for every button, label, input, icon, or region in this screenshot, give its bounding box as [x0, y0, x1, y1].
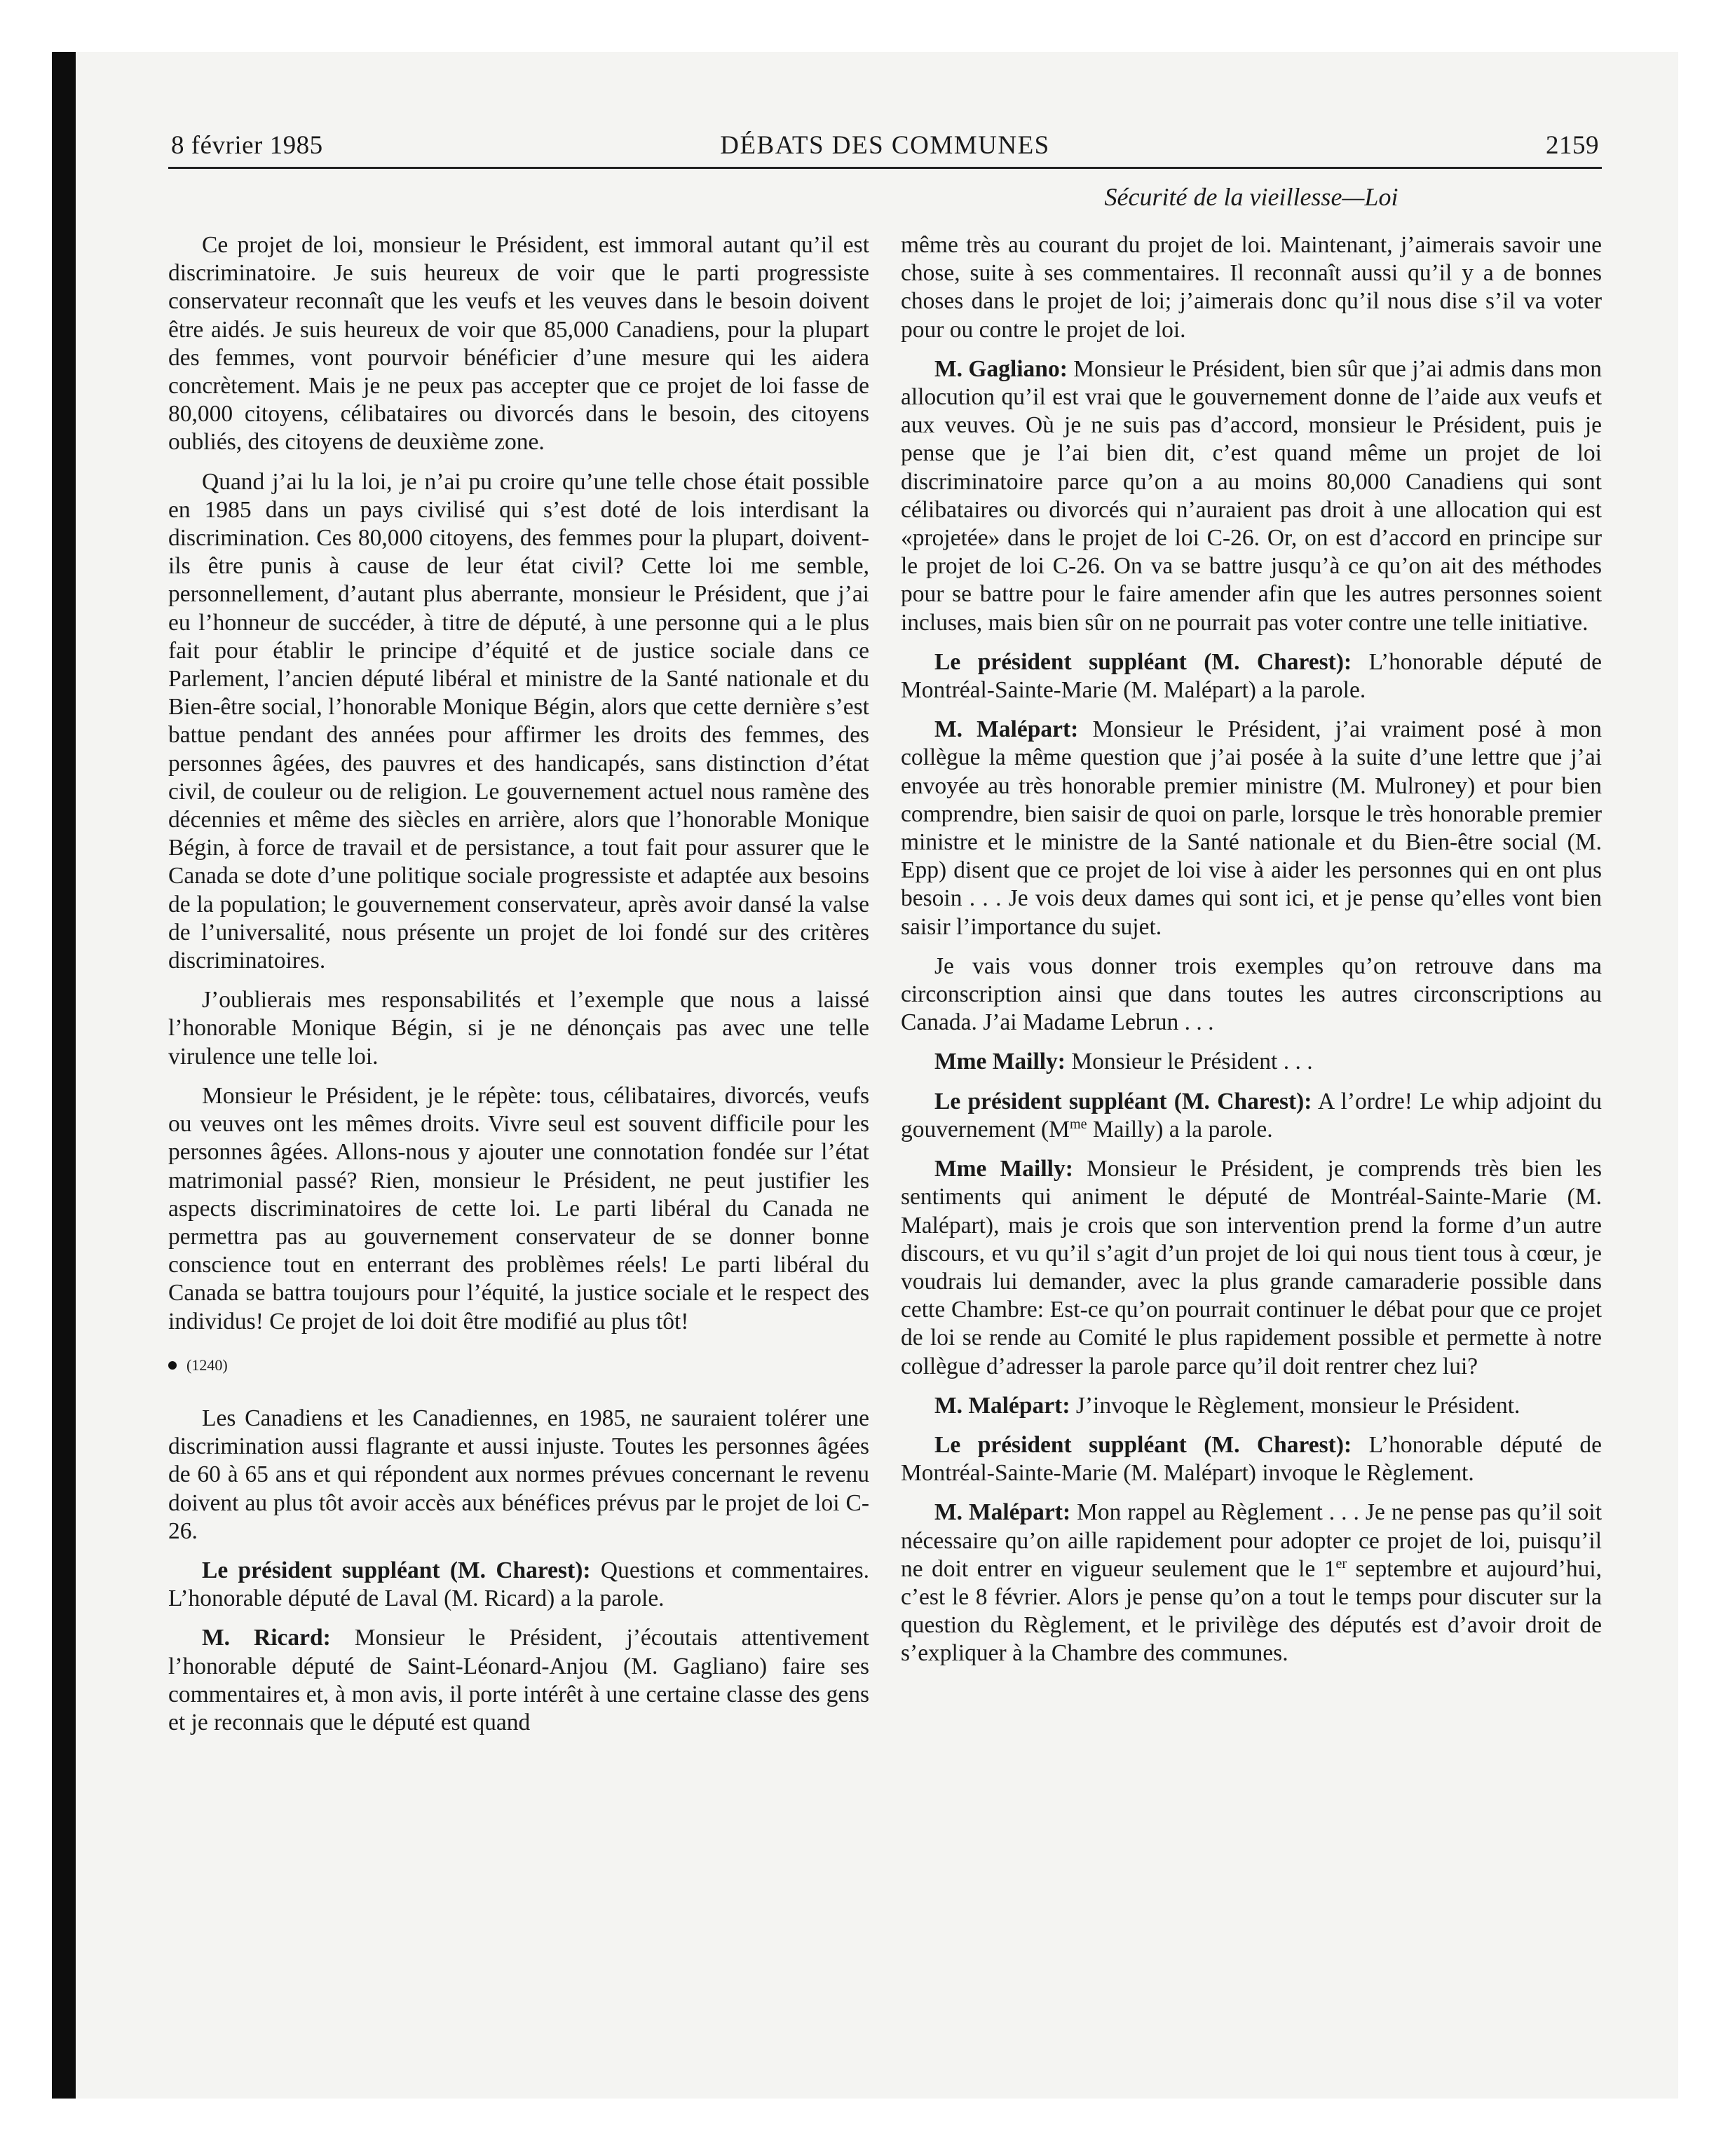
speaker-name: Le président suppléant (M. Charest):	[202, 1557, 591, 1583]
hansard-page	[168, 126, 1603, 1735]
speech-text: J’invoque le Règlement, monsieur le Président.	[1075, 1392, 1520, 1419]
paragraph: Ce projet de loi, monsieur le Président, est immoral autant qu’il est discriminatoire. Je suis heureux de voir que le parti progressiste conservateur reconnaît que les veufs et les veuves dans le besoin doivent être aidés. Je suis heureux de voir que 85,000 Canadiens, pour la plupart des femmes, vont pourvoir bénéficier d’une mesure qui les aidera concrètement. Mais je ne peux pas accepter que ce projet de loi fasse de 80,000 citoyens, célibataires ou divorcés dans le besoin, des citoyens oubliés, des citoyens de deuxième zone.	[168, 232, 869, 456]
speech-text: Monsieur le Président, bien sûr que j’ai admis dans mon allocution qu’il est vrai que le gouvernement donne de l’aide aux veufs et aux veuves. Où je ne suis pas d’accord, monsieur le Président, puis je pense que je l’ai bien dit, c’est quand même un projet de loi discriminatoire parce qu’on a au moins 80,000 Canadiens qui sont célibataires ou divorcés qui n’auraient pas droit à une allocation qui est «projetée» dans le projet de loi C-26. Or, on est d’accord en principe sur le projet de loi C-26. On va se battre jusqu’à ce qu’on ait des méthodes pour se battre pour le faire amender afin que les autres personnes soient incluses, mais bien sûr on ne pourrait pas voter contre une telle initiative.	[901, 355, 1602, 636]
right-column	[901, 231, 1602, 1679]
speech-paragraph	[901, 355, 1602, 637]
speech-paragraph	[901, 1431, 1602, 1487]
speaker-name: M. Malépart:	[934, 1499, 1071, 1526]
paragraph: Les Canadiens et les Canadiennes, en 1985, ne sauraient tolérer une discrimination aussi flagrante et aussi injuste. Toutes les personnes âgées de 60 à 65 ans et qui répondent aux normes prévues concernant le revenu doivent au plus tôt avoir accès aux bénéfices prévus par le projet de loi C-26.	[168, 1405, 869, 1544]
timestamp: (1240)	[186, 1356, 228, 1374]
speech-text: Monsieur le Président, je comprends très bien les sentiments qui animent le député de Montréal-Sainte-Marie (M. Malépart), mais je crois que son intervention prend la forme d’un autre discours, et vu qu’il s’agit d’un projet de loi qui nous tient tous à cœur, je voudrais lui demander, avec la plus grande camaraderie possible dans cette Chambre: Est-ce qu’on pourrait continuer le débat pour que ce projet de loi se rende au Comité le plus rapidement possible et permette à notre collègue d’adresser la parole parce qu’il doit rentrer chez lui?	[901, 1156, 1603, 1379]
timestamp-marker	[168, 1351, 869, 1379]
paragraph: Monsieur le Président, je le répète: tous, célibataires, divorcés, veufs ou veuves ont les mêmes droits. Vivre seul est souvent difficile pour les personnes âgées. Allons-nous y ajouter une connotation fondée sur l’état matrimonial passé? Rien, monsieur le Président, ne peut justifier les aspects discriminatoires de cette loi. Le parti libéral du Canada ne permettra pas au gouvernement conservateur de se donner bonne conscience tout en enterrant des problèmes réels! Le parti libéral du Canada se battra toujours pour l’équité, la justice sociale et le respect des individus! Ce projet de loi doit être modifié au plus tôt!	[168, 1082, 869, 1335]
scan-edge-bar	[52, 52, 76, 2099]
speech-paragraph	[901, 648, 1602, 704]
speech-paragraph	[901, 716, 1602, 941]
paragraph: Quand j’ai lu la loi, je n’ai pu croire qu’une telle chose était possible en 1985 dans un pays civilisé qui s’est doté de lois interdisant la discrimination. Ces 80,000 citoyens, des femmes pour la plupart, doivent-ils être punis à cause de leur état civil? Cette loi me semble, personnellement, d’autant plus aberrante, monsieur le Président, que j’ai eu l’honneur de succéder, à titre de député, à une personne qui a le plus fait pour établir le principe d’équité et de justice sociale dans ce Parlement, l’ancien député libéral et ministre de la Santé nationale et du Bien-être social, l’honorable Monique Bégin, alors que cette dernière s’est battue pendant des années pour affirmer les droits des femmes, des personnes âgées, des pauvres et des handicapés, sans distinction d’état civil, de couleur ou de religion. Le gouvernement actuel nous ramène des décennies et même des siècles en arrière, alors que l’honorable Monique Bégin, à force de travail et de persistance, a tout fait pour assurer que le Canada se dote d’une politique sociale progressiste et adaptée aux besoins de la population; le gouvernement conservateur, après avoir dansé la valse de l’universalité, nous présente un projet de loi fondé sur des critères discriminatoires.	[168, 468, 869, 974]
page-number: 2159	[1546, 131, 1599, 160]
speech-text: L’honorable député de Montréal-Sainte-Marie (M. Malépart) a la parole.	[901, 648, 1602, 704]
page-header	[168, 126, 1602, 169]
speech-paragraph	[168, 1624, 869, 1737]
speaker-name: M. Malépart:	[934, 716, 1079, 743]
paragraph: même très au courant du projet de loi. Maintenant, j’aimerais savoir une chose, suite à ses commentaires. Il reconnaît aussi qu’il y a de bonnes choses dans le projet de loi; j’aimerais donc qu’il nous dise s’il va voter pour ou contre le projet de loi.	[901, 232, 1602, 343]
speaker-name: Mme Mailly:	[934, 1049, 1066, 1075]
running-title: Sécurité de la vieillesse—Loi	[1104, 183, 1399, 211]
speech-text: Mailly) a la parole.	[1087, 1116, 1273, 1142]
header-date: 8 février 1985	[171, 131, 323, 160]
speech-paragraph	[901, 1048, 1602, 1076]
speaker-name: M. Ricard:	[202, 1625, 331, 1651]
superscript: er	[1335, 1555, 1347, 1571]
paragraph: J’oublierais mes responsabilités et l’exemple que nous a laissé l’honorable Monique Bégin, si je ne dénonçais pas avec une telle virulence une telle loi.	[168, 987, 869, 1070]
speaker-name: Le président suppléant (M. Charest):	[934, 648, 1352, 675]
superscript: me	[1069, 1116, 1087, 1132]
bullet-icon	[168, 1361, 177, 1370]
speaker-name: Le président suppléant (M. Charest):	[934, 1088, 1312, 1114]
speech-text: L’honorable député de Montréal-Sainte-Marie (M. Malépart) invoque le Règlement.	[901, 1431, 1602, 1487]
paragraph: Je vais vous donner trois exemples qu’on retrouve dans ma circonscription ainsi que dans toutes les autres circonscriptions au Canada. J’ai Madame Lebrun . . .	[901, 953, 1602, 1036]
speech-text: Monsieur le Président, j’ai vraiment posé à mon collègue la même question que j’ai posée à la suite d’une lettre que j’ai envoyée au très honorable premier ministre (M. Mulroney) et pour bien comprendre, bien saisir de quoi on parle, lorsque le très honorable premier ministre et le ministre de la Santé nationale et du Bien-être social (M. Epp) disent que ce projet de loi vise à aider les personnes qui en ont plus besoin . . . Je vois deux dames qui sont ici, et je pense qu’elles vont bien saisir l’importance du sujet.	[901, 716, 1603, 940]
speech-text: Mon rappel au Règlement . . . Je ne pense pas qu’il soit nécessaire qu’on aille rapidement pour adopter ce projet de loi, puisqu’il ne doit entrer en vigueur seulement que le 1	[901, 1499, 1603, 1582]
speech-text: Monsieur le Président . . .	[1071, 1049, 1313, 1075]
left-column	[168, 231, 869, 1748]
speaker-name: Mme Mailly:	[934, 1156, 1073, 1182]
speaker-name: Le président suppléant (M. Charest):	[934, 1431, 1352, 1458]
speech-paragraph	[901, 1088, 1602, 1144]
speech-paragraph	[901, 1499, 1602, 1667]
speech-text: septembre et aujourd’hui, c’est le 8 février. Alors je pense qu’on a tout le temps pour discuter sur la question du Règlement, et le privilège des députés est d’avoir droit de s’expliquer à la Chambre des communes.	[901, 1555, 1603, 1667]
speech-paragraph	[901, 1392, 1602, 1420]
speech-text: A l’ordre! Le whip adjoint du gouvernement (M	[901, 1088, 1603, 1142]
speech-text: Monsieur le Président, j’écoutais attentivement l’honorable député de Saint-Léonard-Anjou (M. Gagliano) faire ses commentaires et, à mon avis, il porte intérêt à une certaine classe des gens et je reconnais que le député est quand	[168, 1625, 869, 1735]
header-title: DÉBATS DES COMMUNES	[720, 131, 1050, 160]
speech-paragraph	[901, 1155, 1602, 1381]
speech-paragraph	[168, 1557, 869, 1613]
speaker-name: M. Gagliano:	[934, 355, 1068, 382]
speech-text: Questions et commentaires. L’honorable député de Laval (M. Ricard) a la parole.	[168, 1557, 870, 1612]
speaker-name: M. Malépart:	[934, 1392, 1070, 1419]
